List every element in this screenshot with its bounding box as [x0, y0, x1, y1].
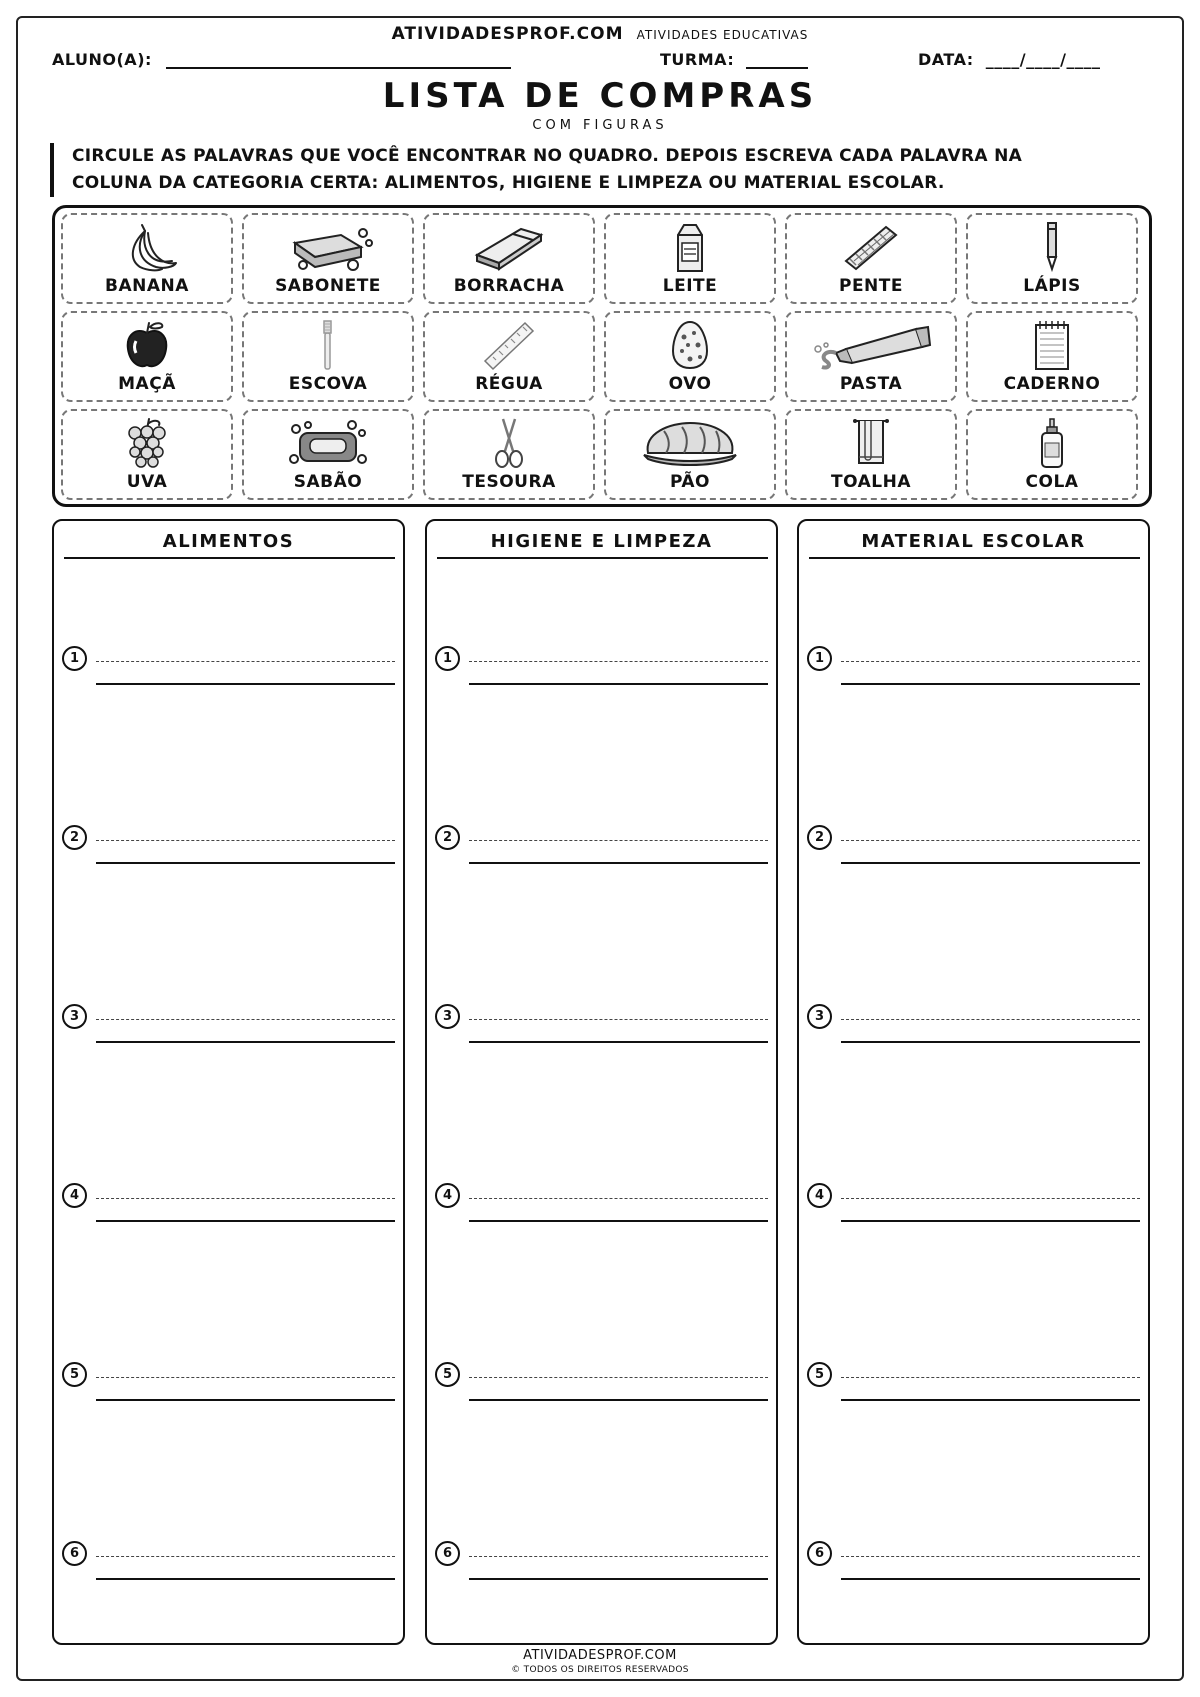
footer-site: ATIVIDADESPROF.COM: [523, 1648, 677, 1663]
student-label: ALUNO(A):: [52, 50, 152, 69]
column-title-rule: [437, 557, 768, 559]
dashed-guide-line: [841, 840, 1140, 841]
answer-line[interactable]: [435, 639, 768, 685]
word-label: RÉGUA: [475, 374, 543, 394]
instructions: [50, 143, 1150, 197]
footer: [0, 1648, 1200, 1675]
soap-icon: [244, 221, 412, 273]
page-title: LISTA DE COMPRAS: [382, 76, 818, 116]
towel-icon: [787, 417, 955, 469]
line-number-badge: 6: [807, 1541, 832, 1566]
writing-baseline: [469, 1041, 768, 1043]
date-label: DATA:: [918, 50, 974, 69]
comb-icon: [787, 221, 955, 273]
word-label: PENTE: [838, 276, 903, 296]
line-number-badge: 6: [435, 1541, 460, 1566]
answer-line[interactable]: [62, 1176, 395, 1222]
word-card[interactable]: [423, 213, 595, 304]
line-number-badge: 2: [62, 825, 87, 850]
writing-baseline: [96, 862, 395, 864]
word-card[interactable]: [242, 311, 414, 402]
pencil-icon: [968, 221, 1136, 273]
dashed-guide-line: [96, 1556, 395, 1557]
dashed-guide-line: [96, 1019, 395, 1020]
answer-line[interactable]: [435, 997, 768, 1043]
writing-baseline: [841, 1399, 1140, 1401]
answer-line[interactable]: [435, 818, 768, 864]
answer-line[interactable]: [807, 639, 1140, 685]
word-label: TESOURA: [462, 472, 556, 492]
apple-icon: [63, 319, 231, 371]
writing-baseline: [841, 1220, 1140, 1222]
answer-line[interactable]: [807, 1355, 1140, 1401]
line-number-badge: 6: [62, 1541, 87, 1566]
writing-baseline: [96, 1578, 395, 1580]
egg-icon: [606, 319, 774, 371]
instructions-line-1: CIRCULE AS PALAVRAS QUE VOCÊ ENCONTRAR NO QUADRO. DEPOIS ESCREVA CADA PALAVRA NA: [72, 146, 1023, 166]
site-header: [0, 24, 1200, 44]
dashed-guide-line: [96, 1198, 395, 1199]
word-label: BANANA: [105, 276, 189, 296]
word-label: PASTA: [839, 374, 903, 394]
site-name: ATIVIDADESPROF.COM: [391, 24, 624, 44]
word-card[interactable]: [966, 311, 1138, 402]
student-info-row: [52, 50, 1152, 74]
answer-line[interactable]: [435, 1176, 768, 1222]
dashed-guide-line: [96, 1377, 395, 1378]
line-number-badge: 5: [435, 1362, 460, 1387]
line-number-badge: 3: [62, 1004, 87, 1029]
writing-baseline: [96, 1399, 395, 1401]
word-label: CADERNO: [1003, 374, 1101, 394]
column-alimentos: [52, 519, 405, 1645]
writing-baseline: [841, 683, 1140, 685]
student-name-blank[interactable]: [166, 52, 511, 69]
writing-baseline: [469, 1220, 768, 1222]
line-number-badge: 4: [807, 1183, 832, 1208]
column-title: ALIMENTOS: [162, 531, 295, 552]
site-tagline: ATIVIDADES EDUCATIVAS: [636, 28, 809, 42]
line-number-badge: 3: [807, 1004, 832, 1029]
dashed-guide-line: [841, 1019, 1140, 1020]
milk-carton-icon: [606, 221, 774, 273]
word-card[interactable]: [423, 311, 595, 402]
writing-baseline: [469, 683, 768, 685]
toothpaste-icon: [787, 319, 955, 371]
word-card[interactable]: [604, 311, 776, 402]
word-label: MAÇÃ: [118, 374, 176, 394]
writing-baseline: [469, 1399, 768, 1401]
dashed-guide-line: [841, 1198, 1140, 1199]
student-field[interactable]: [52, 50, 511, 69]
answer-line[interactable]: [62, 1355, 395, 1401]
line-number-badge: 1: [62, 646, 87, 671]
word-card[interactable]: [61, 213, 233, 304]
column-title-rule: [64, 557, 395, 559]
word-label: TOALHA: [831, 472, 911, 492]
scissors-icon: [425, 417, 593, 469]
word-label: ESCOVA: [288, 374, 368, 394]
dashed-guide-line: [469, 840, 768, 841]
line-number-badge: 5: [62, 1362, 87, 1387]
class-label: TURMA:: [660, 50, 735, 69]
dashed-guide-line: [841, 661, 1140, 662]
line-number-badge: 1: [435, 646, 460, 671]
word-label: LÁPIS: [1023, 276, 1081, 296]
word-card[interactable]: [604, 213, 776, 304]
dashed-guide-line: [841, 1556, 1140, 1557]
word-card[interactable]: [785, 311, 957, 402]
word-label: LEITE: [662, 276, 718, 296]
word-card[interactable]: [61, 311, 233, 402]
dashed-guide-line: [96, 840, 395, 841]
date-field[interactable]: [918, 50, 1100, 69]
word-card[interactable]: [242, 213, 414, 304]
line-number-badge: 1: [807, 646, 832, 671]
word-label: OVO: [668, 374, 712, 394]
column-higiene-limpeza: [425, 519, 778, 1645]
word-card[interactable]: [604, 409, 776, 500]
word-label: UVA: [126, 472, 168, 492]
writing-baseline: [841, 862, 1140, 864]
soap-bar-icon: [244, 417, 412, 469]
word-card[interactable]: [966, 213, 1138, 304]
grapes-icon: [63, 417, 231, 469]
column-title: HIGIENE E LIMPEZA: [490, 531, 713, 552]
answer-line[interactable]: [62, 997, 395, 1043]
writing-baseline: [96, 1220, 395, 1222]
writing-baseline: [96, 683, 395, 685]
answer-line[interactable]: [807, 1176, 1140, 1222]
writing-baseline: [96, 1041, 395, 1043]
dashed-guide-line: [96, 661, 395, 662]
bread-icon: [606, 417, 774, 469]
dashed-guide-line: [469, 1377, 768, 1378]
line-number-badge: 4: [435, 1183, 460, 1208]
word-label: SABONETE: [275, 276, 381, 296]
answer-line[interactable]: [435, 1355, 768, 1401]
page-subtitle: COM FIGURAS: [532, 118, 668, 133]
word-card[interactable]: [785, 409, 957, 500]
column-title: MATERIAL ESCOLAR: [861, 531, 1086, 552]
column-title-rule: [809, 557, 1140, 559]
line-number-badge: 5: [807, 1362, 832, 1387]
date-blanks[interactable]: ____/____/____: [985, 50, 1101, 69]
word-card[interactable]: [423, 409, 595, 500]
glue-icon: [968, 417, 1136, 469]
answer-line[interactable]: [807, 997, 1140, 1043]
banana-icon: [63, 221, 231, 273]
writing-baseline: [841, 1041, 1140, 1043]
footer-rights: © TODOS OS DIREITOS RESERVADOS: [511, 1665, 689, 1675]
word-card[interactable]: [966, 409, 1138, 500]
line-number-badge: 3: [435, 1004, 460, 1029]
class-field[interactable]: [660, 50, 808, 69]
ruler-icon: [425, 319, 593, 371]
dashed-guide-line: [469, 1198, 768, 1199]
answer-line[interactable]: [435, 1534, 768, 1580]
notebook-icon: [968, 319, 1136, 371]
writing-baseline: [841, 1578, 1140, 1580]
word-card[interactable]: [242, 409, 414, 500]
dashed-guide-line: [469, 1019, 768, 1020]
dashed-guide-line: [469, 1556, 768, 1557]
writing-baseline: [469, 862, 768, 864]
word-label: BORRACHA: [453, 276, 565, 296]
dashed-guide-line: [469, 661, 768, 662]
line-number-badge: 4: [62, 1183, 87, 1208]
eraser-icon: [425, 221, 593, 273]
word-label: COLA: [1025, 472, 1079, 492]
word-bank: [52, 205, 1152, 507]
toothbrush-icon: [244, 319, 412, 371]
answer-line[interactable]: [807, 818, 1140, 864]
answer-line[interactable]: [807, 1534, 1140, 1580]
answer-line[interactable]: [62, 639, 395, 685]
line-number-badge: 2: [807, 825, 832, 850]
class-blank[interactable]: [746, 52, 808, 69]
column-material-escolar: [797, 519, 1150, 1645]
dashed-guide-line: [841, 1377, 1140, 1378]
answer-line[interactable]: [62, 1534, 395, 1580]
word-label: SABÃO: [293, 472, 363, 492]
answer-line[interactable]: [62, 818, 395, 864]
instructions-line-2: COLUNA DA CATEGORIA CERTA: ALIMENTOS, HIGIENE E LIMPEZA OU MATERIAL ESCOLAR.: [72, 173, 945, 193]
word-card[interactable]: [785, 213, 957, 304]
writing-baseline: [469, 1578, 768, 1580]
line-number-badge: 2: [435, 825, 460, 850]
word-label: PÃO: [669, 472, 710, 492]
word-card[interactable]: [61, 409, 233, 500]
